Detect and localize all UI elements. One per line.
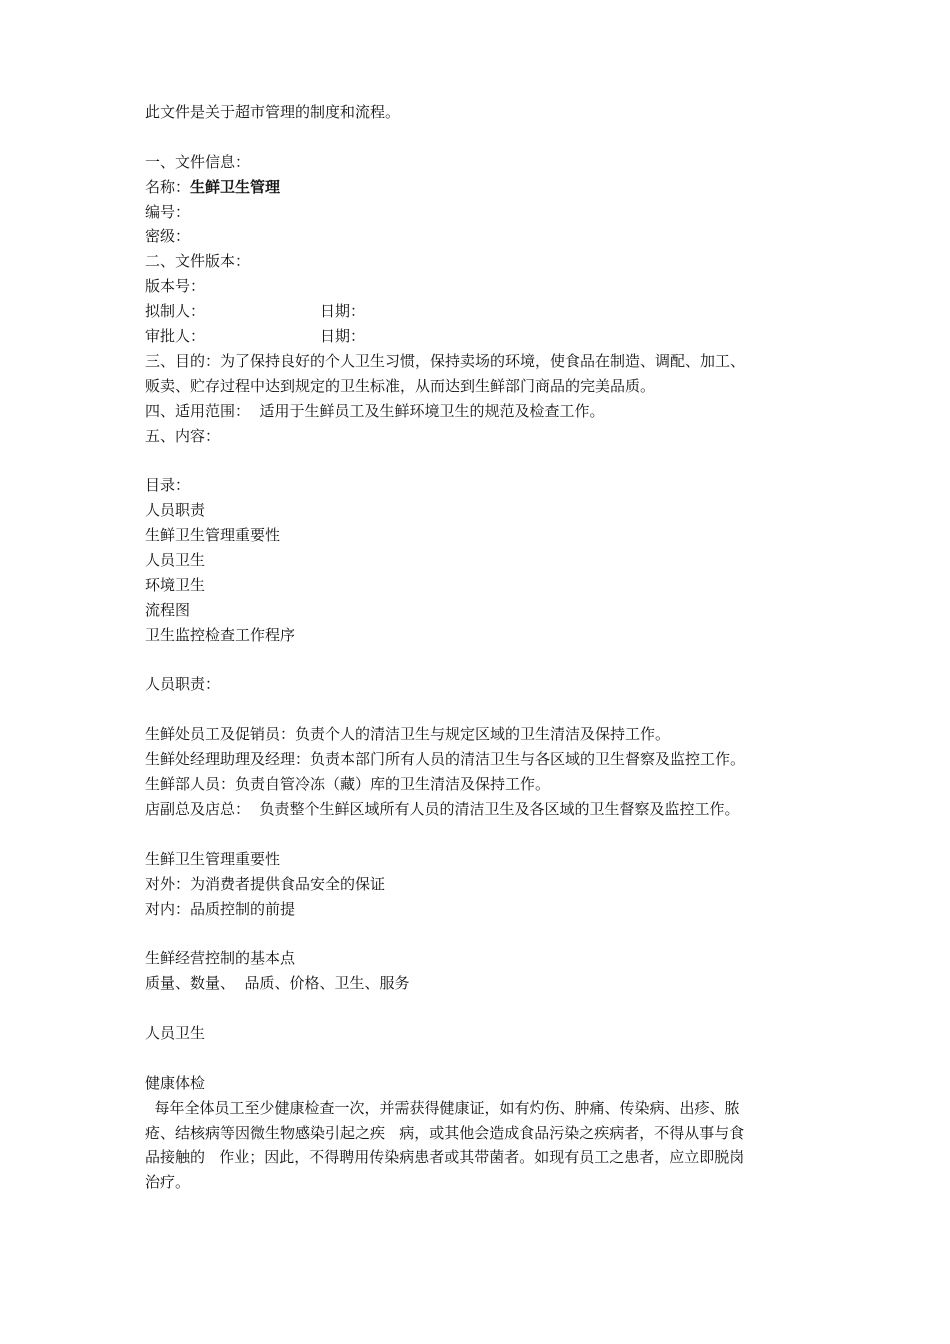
health-check-heading: 健康体检: [145, 1073, 206, 1092]
approver-label: 审批人：: [145, 327, 206, 346]
drafter-row: [145, 299, 825, 324]
duty-item: 店副总及店总： 负责整个生鲜区域所有人员的清洁卫生及各区域的卫生督察及监控工作。: [145, 799, 740, 818]
spacer: [145, 697, 825, 722]
importance-external: 对外：为消费者提供食品安全的保证: [145, 874, 386, 893]
duty-item: 生鲜处员工及促销员：负责个人的清洁卫生与规定区域的卫生清洁及保持工作。: [145, 725, 671, 744]
approver-row: [145, 324, 825, 349]
health-check-line-4: 治疗。: [145, 1173, 191, 1192]
approver-date-label: 日期：: [320, 327, 366, 346]
toc-item: 人员卫生: [145, 551, 206, 570]
document-page: [145, 100, 825, 1195]
spacer: [145, 1046, 825, 1071]
spacer: [145, 996, 825, 1021]
purpose-line-2: 贩卖、贮存过程中达到规定的卫生标准，从而达到生鲜部门商品的完美品质。: [145, 376, 656, 395]
hygiene-heading: 人员卫生: [145, 1023, 206, 1042]
section1-heading: 一、文件信息：: [145, 152, 251, 171]
spacer: [145, 822, 825, 847]
drafter-label: 拟制人：: [145, 302, 206, 321]
spacer: [145, 125, 825, 150]
drafter-date-label: 日期：: [320, 302, 366, 321]
name-value: 生鲜卫生管理: [190, 177, 281, 196]
toc-heading: 目录：: [145, 476, 191, 495]
version-label: 版本号：: [145, 277, 206, 296]
importance-heading: 生鲜卫生管理重要性: [145, 849, 281, 868]
spacer: [145, 921, 825, 946]
toc-item: 环境卫生: [145, 575, 206, 594]
scope-text: 四、适用范围： 适用于生鲜员工及生鲜环境卫生的规范及检查工作。: [145, 401, 605, 420]
toc-item: 流程图: [145, 600, 191, 619]
toc-item: 人员职责: [145, 501, 206, 520]
section2-heading: 二、文件版本：: [145, 252, 251, 271]
name-row: [145, 175, 825, 200]
toc-item: 卫生监控检查工作程序: [145, 625, 296, 644]
health-check-line-3: 品接触的 作业；因此，不得聘用传染病患者或其带菌者。如现有员工之患者，应立即脱岗: [145, 1148, 745, 1167]
toc-item: 生鲜卫生管理重要性: [145, 526, 281, 545]
basics-items: 质量、数量、 品质、价格、卫生、服务: [145, 974, 410, 993]
spacer: [145, 648, 825, 673]
importance-internal: 对内：品质控制的前提: [145, 899, 296, 918]
duty-item: 生鲜部人员：负责自管冷冻（藏）库的卫生清洁及保持工作。: [145, 775, 551, 794]
intro-text: 此文件是关于超市管理的制度和流程。: [145, 103, 401, 121]
health-check-line-1: 每年全体员工至少健康检查一次，并需获得健康证，如有灼伤、肿痛、传染病、出疹、脓: [145, 1098, 740, 1117]
duties-heading: 人员职责：: [145, 675, 221, 694]
name-label: 名称：: [145, 177, 191, 196]
code-label: 编号：: [145, 202, 191, 221]
purpose-line-1: 三、目的：为了保持良好的个人卫生习惯，保持卖场的环境，使食品在制造、调配、加工、: [145, 351, 746, 370]
duty-item: 生鲜处经理助理及经理：负责本部门所有人员的清洁卫生与各区域的卫生督察及监控工作。: [145, 750, 746, 769]
health-check-line-2: 疮、结核病等因微生物感染引起之疾 病，或其他会造成食品污染之疾病者，不得从事与食: [145, 1123, 745, 1142]
basics-heading: 生鲜经营控制的基本点: [145, 949, 296, 968]
secret-label: 密级：: [145, 227, 191, 246]
content-heading: 五、内容：: [145, 426, 221, 445]
spacer: [145, 448, 825, 473]
